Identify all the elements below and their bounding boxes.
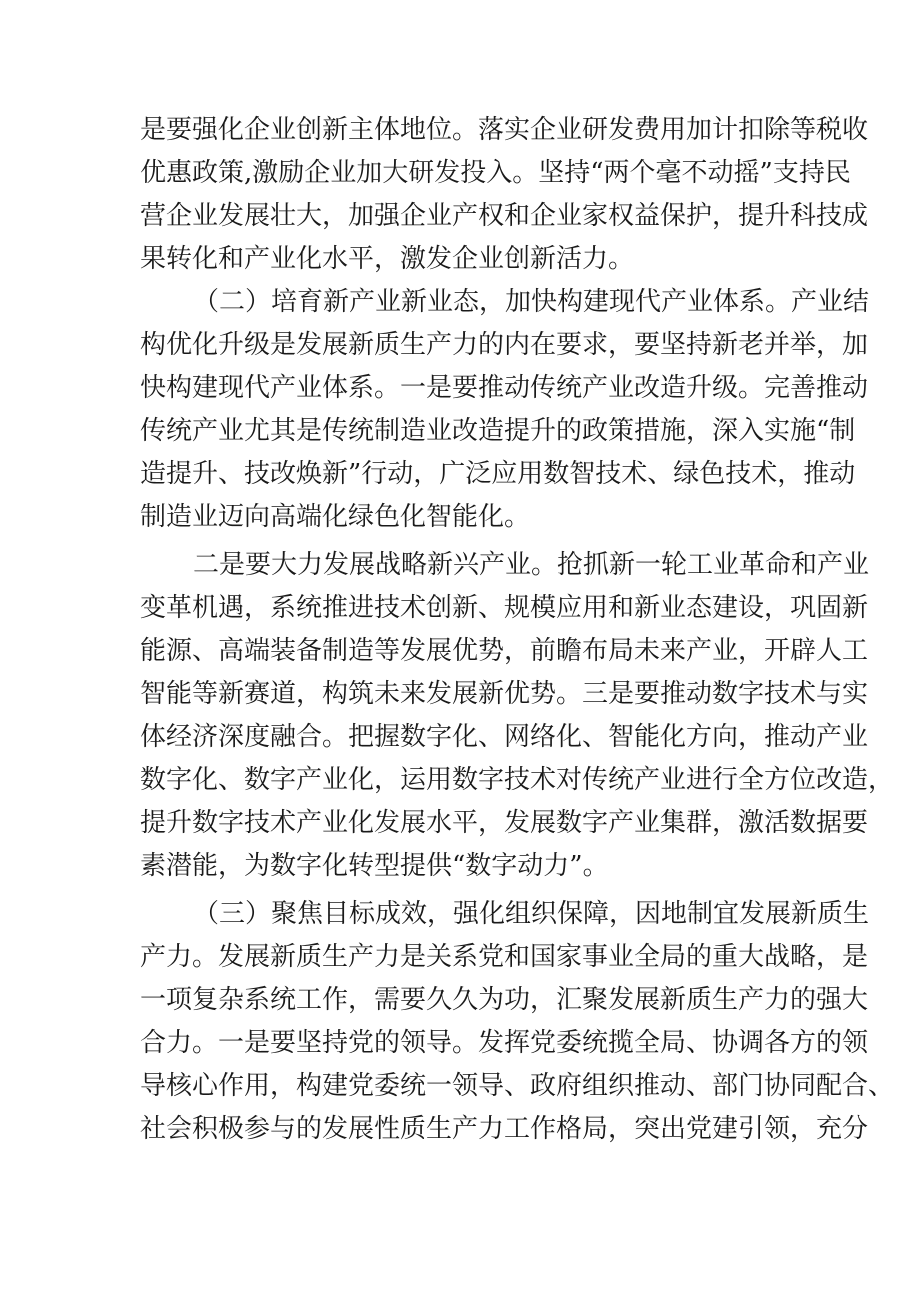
text-line: 构优化升级是发展新质生产力的内在要求，要坚持新老并举，加 (140, 330, 869, 360)
text-line: 制造业迈向高端化绿色化智能化。 (140, 502, 531, 532)
text-line: 体经济深度融合。把握数字化、网络化、智能化方向，推动产业 (140, 722, 869, 752)
section-heading-line: （三）聚焦目标成效，强化组织保障，因地制宜发展新质生 (193, 899, 870, 929)
text-line: 合力。一是要坚持党的领导。发挥党委统揽全局、协调各方的领 (140, 1028, 869, 1058)
text-line: 数字化、数字产业化，运用数字技术对传统产业进行全方位改造， (140, 765, 895, 795)
text-line: 传统产业尤其是传统制造业改造提升的政策措施，深入实施“制 (140, 416, 856, 446)
text-line: 能源、高端装备制造等发展优势，前瞻布局未来产业，开辟人工 (140, 636, 869, 666)
text-line: 一项复杂系统工作，需要久久为功，汇聚发展新质生产力的强大 (140, 985, 869, 1015)
text-line: 变革机遇，系统推进技术创新、规模应用和新业态建设，巩固新 (140, 593, 869, 623)
text-line: 优惠政策,激励企业加大研发投入。坚持“两个毫不动摇”支持民 (140, 158, 851, 188)
text-line: 果转化和产业化水平，激发企业创新活力。 (140, 244, 635, 274)
text-line: 素潜能，为数字化转型提供“数字动力”。 (140, 851, 609, 881)
text-line: 产力。发展新质生产力是关系党和国家事业全局的重大战略，是 (140, 942, 869, 972)
text-line: 二是要大力发展战略新兴产业。抢抓新一轮工业革命和产业 (193, 550, 870, 580)
text-line: 导核心作用，构建党委统一领导、政府组织推动、部门协同配合、 (140, 1071, 895, 1101)
text-line: 营企业发展壮大，加强企业产权和企业家权益保护，提升科技成 (140, 201, 869, 231)
text-line: 快构建现代产业体系。一是要推动传统产业改造升级。完善推动 (140, 373, 869, 403)
text-line: 智能等新赛道，构筑未来发展新优势。三是要推动数字技术与实 (140, 679, 869, 709)
text-line: 造提升、技改焕新”行动，广泛应用数智技术、绿色技术，推动 (140, 459, 856, 489)
text-line: 社会积极参与的发展性质生产力工作格局，突出党建引领，充分 (140, 1114, 869, 1144)
text-line: 是要强化企业创新主体地位。落实企业研发费用加计扣除等税收 (140, 115, 869, 145)
section-heading-line: （二）培育新产业新业态，加快构建现代产业体系。产业结 (193, 287, 870, 317)
text-line: 提升数字技术产业化发展水平，发展数字产业集群，激活数据要 (140, 808, 869, 838)
